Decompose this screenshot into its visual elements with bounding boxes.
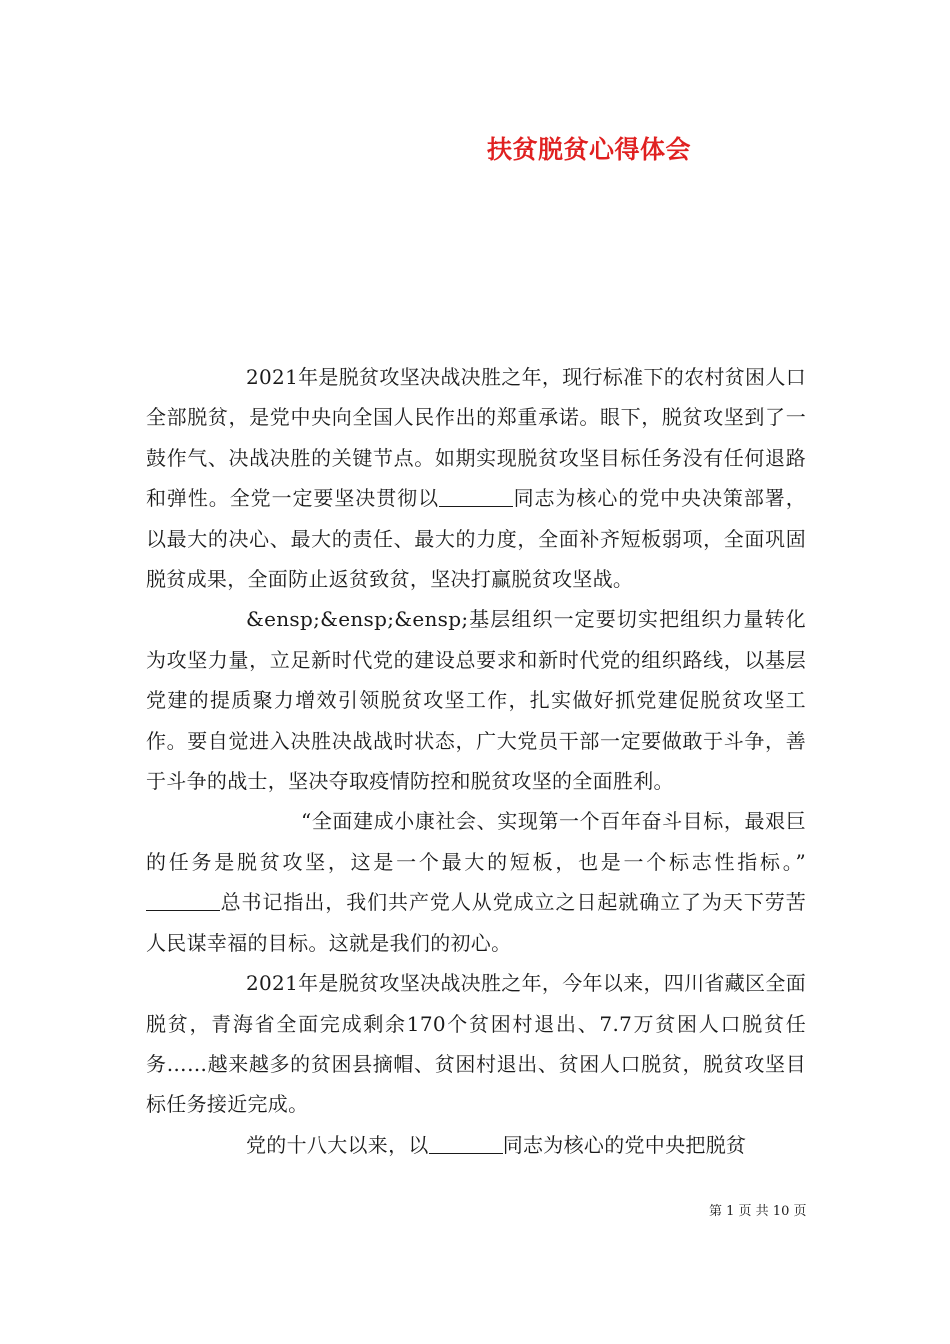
blank-underline [439, 486, 513, 507]
paragraph-5-text-a: 党的十八大以来，以 [246, 1132, 429, 1157]
page-number-footer: 第 1 页 共 10 页 [709, 1204, 807, 1219]
paragraph-1-text-a: 2021年是脱贫攻坚决战决胜之年，现行标准下的农村贫困人口全部脱贫，是党中央向全国人民作出的郑重承诺。眼下，脱贫攻坚到了一鼓作气、决战决胜的关键节点。如期实现脱贫攻坚目标任务没有任何退路和弹性。全党一定要坚决贯彻以 [146, 365, 806, 511]
paragraph-5 [146, 1125, 806, 1165]
paragraph-3-text-b: 总书记指出，我们共产党人从党成立之日起就确立了为天下劳苦人民谋幸福的目标。这就是我们的初心。 [146, 890, 806, 955]
paragraph-3 [146, 801, 806, 963]
paragraph-4: 2021年是脱贫攻坚决战决胜之年，今年以来，四川省藏区全面脱贫，青海省全面完成剩余170个贫困村退出、7.7万贫困人口脱贫任务……越来越多的贫困县摘帽、贫困村退出、贫困人口脱贫，脱贫攻坚目标任务接近完成。 [146, 971, 806, 1117]
blank-underline [146, 890, 220, 911]
paragraph-3-text-a: “全面建成小康社会、实现第一个百年奋斗目标，最艰巨的任务是脱贫攻坚，这是一个最大的短板，也是一个标志性指标。” [146, 809, 806, 874]
document-body [146, 357, 806, 1165]
blank-underline [429, 1133, 503, 1154]
paragraph-5-text-b: 同志为核心的党中央把脱贫 [502, 1132, 747, 1157]
paragraph-2: &ensp;&ensp;&ensp;基层组织一定要切实把组织力量转化为攻坚力量，立足新时代党的建设总要求和新时代党的组织路线，以基层党建的提质聚力增效引领脱贫攻坚工作，扎实做好抓党建促脱贫攻坚工作。要自觉进入决胜决战战时状态，广大党员干部一定要做敢于斗争，善于斗争的战士，坚决夺取疫情防控和脱贫攻坚的全面胜利。 [146, 607, 806, 794]
paragraph-1 [146, 357, 806, 599]
document-title: 扶贫脱贫心得体会 [486, 135, 691, 164]
paragraph-1-text-b: 同志为核心的党中央决策部署，以最大的决心、最大的责任、最大的力度，全面补齐短板弱项，全面巩固脱贫成果，全面防止返贫致贫，坚决打赢脱贫攻坚战。 [146, 486, 806, 592]
